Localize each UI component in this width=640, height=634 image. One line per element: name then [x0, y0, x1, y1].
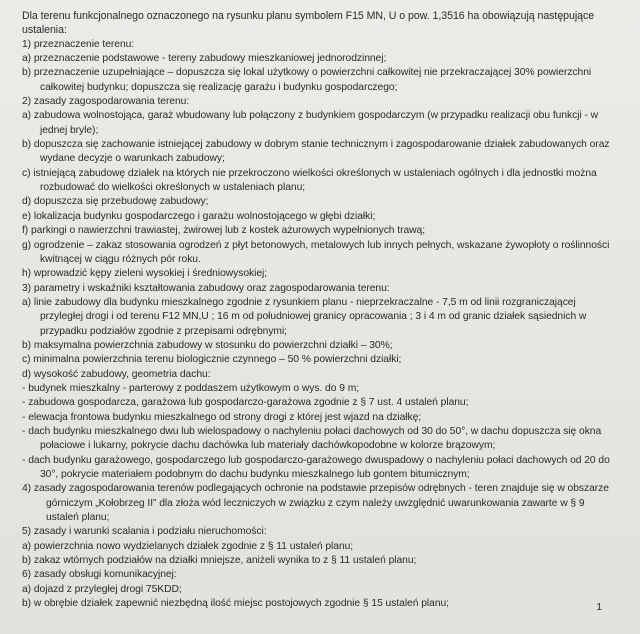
document-line: a) przeznaczenie podstawowe - tereny zabudowy mieszkaniowej jednorodzinnej;: [22, 53, 387, 65]
document-line: przypadku podziałów zgodnie z przepisami odrębnymi;: [40, 325, 287, 337]
document-line: 30°, pokrycie materiałem podobnym do dachu budynku mieszkalnego lub gontem bitumicznym;: [40, 469, 470, 480]
document-line: d) dopuszcza się przebudowę zabudowy;: [22, 196, 209, 208]
document-line: d) wysokość zabudowy, geometria dachu:: [22, 368, 211, 380]
page-number: 1: [596, 600, 602, 613]
document-line: f) parkingi o nawierzchni trawiastej, żwirowej lub z kostek ażurowych wypełnionych trawą;: [22, 225, 426, 237]
document-line: h) wprowadzić kępy zieleni wysokiej i średniowysokiej;: [22, 268, 268, 280]
document-line: ustaleń planu;: [46, 512, 110, 524]
document-line: a) powierzchnia nowo wydzielanych działek zgodnie z § 11 ustaleń planu;: [22, 540, 354, 552]
document-line: wydane decyzje o warunkach zabudowy;: [40, 153, 225, 165]
document-line: b) zakaz wtórnych podziałów na działki mniejsze, aniżeli wynika to z § 11 ustaleń planu;: [22, 555, 417, 567]
document-line: jednej bryle);: [40, 124, 99, 136]
document-line: całkowitej budynku; dopuszcza się realizację garażu i budynku gospodarczego;: [40, 81, 398, 93]
document-line: połaciowe i lukarny, pokrycie dachu dachówka lub materiały dachówkopodobne w kolorze brązowym;: [40, 440, 496, 452]
document-line: c) istniejącą zabudowę działek na których nie przekroczono wielkości określonych w ustaleniach ogólnych i dla jednostki można: [22, 167, 597, 179]
document-line: b) w obrębie działek zapewnić niezbędną ilość miejsc postojowych zgodnie § 15 ustaleń planu;: [22, 598, 449, 610]
intro-line: Dla terenu funkcjonalnego oznaczonego na rysunku planu symbolem F15 MN, U o pow. 1,3516 ha obowiązują następujące: [22, 10, 595, 22]
document-line: - budynek mieszkalny - parterowy z poddaszem użytkowym o wys. do 9 m;: [22, 382, 360, 394]
document-line: g) ogrodzenie – zakaz stosowania ogrodzeń z płyt betonowych, metalowych lub innych pełnych, wskazane żywopłoty o roślinności: [22, 239, 610, 251]
document-line: 6) zasady obsługi komunikacyjnej:: [22, 569, 177, 581]
document-line: 4) zasady zagospodarowania terenów podlegających ochronie na podstawie przepisów odrębnych - teren znajduje się w obszarze: [22, 483, 609, 495]
document-line: a) dojazd z przyległej drogi 75KDD;: [22, 583, 182, 595]
intro-line: ustalenia:: [22, 24, 67, 37]
document-line: - elewacja frontowa budynku mieszkalnego od strony drogi z której jest wjazd na działkę;: [22, 411, 422, 423]
document-line: b) przeznaczenie uzupełniające – dopuszcza się lokal użytkowy o powierzchni całkowitej nie przekraczającej 30% powierzchni: [22, 67, 592, 79]
document-line: przyległej drogi i od terenu F12 MN,U ; 16 m od południowej granicy opracowania ; 3 i 4 m od granic działek sąsiednich w: [40, 311, 587, 323]
document-line: 5) zasady i warunki scalania i podziału nieruchomości:: [22, 526, 267, 538]
intro-paragraph: [22, 9, 626, 38]
document-line: a) zabudowa wolnostojąca, garaż wbudowany lub połączony z budynkiem gospodarczym (w przypadku realizacji obu funkcji - w: [22, 110, 599, 122]
document-line: górniczym „Kołobrzeg II” dla złoża wód leczniczych w związku z czym należy uwzględnić uwarunkowania zawarte w § 9: [46, 497, 585, 509]
document-line: 3) parametry i wskaźniki kształtowania zabudowy oraz zagospodarowania terenu:: [22, 282, 390, 294]
document-line: 1) przeznaczenie terenu:: [22, 38, 135, 50]
document-line: kwitnącej w ciągu różnych pór roku.: [40, 253, 201, 265]
document-line: c) minimalna powierzchnia terenu biologicznie czynnego – 50 % powierzchni działki;: [22, 354, 402, 366]
document-line: a) linie zabudowy dla budynku mieszkalnego zgodnie z rysunkiem planu - nieprzekraczalne - 7,5 m od linii rozgraniczającej: [22, 296, 576, 308]
document-line: - dach budynku garażowego, gospodarczego lub gospodarczo-garażowego dwuspadowy o nachyleniu połaci dachowych od 20 do: [22, 454, 610, 466]
document-line: rozbudować do wielkości określonych w ustaleniach planu;: [40, 182, 306, 194]
document-line: e) lokalizacja budynku gospodarczego i garażu wolnostojącego w głębi działki;: [22, 210, 376, 222]
document-line: b) dopuszcza się zachowanie istniejącej zabudowy w dobrym stanie technicznym i zagospodarowanie działek zabudowanych oraz: [22, 139, 610, 151]
document-body: [22, 38, 626, 612]
document-line: b) maksymalna powierzchnia zabudowy w stosunku do powierzchni działki – 30%;: [22, 339, 393, 351]
document-line: - zabudowa gospodarcza, garażowa lub gospodarczo-garażowa zgodnie z § 7 ust. 4 ustaleń planu;: [22, 397, 469, 409]
document-line: - dach budynku mieszkalnego dwu lub wielospadowy o nachyleniu połaci dachowych od 30 do 50°, w dachu dopuszcza się okna: [22, 425, 602, 437]
document-line: 2) zasady zagospodarowania terenu:: [22, 96, 190, 108]
